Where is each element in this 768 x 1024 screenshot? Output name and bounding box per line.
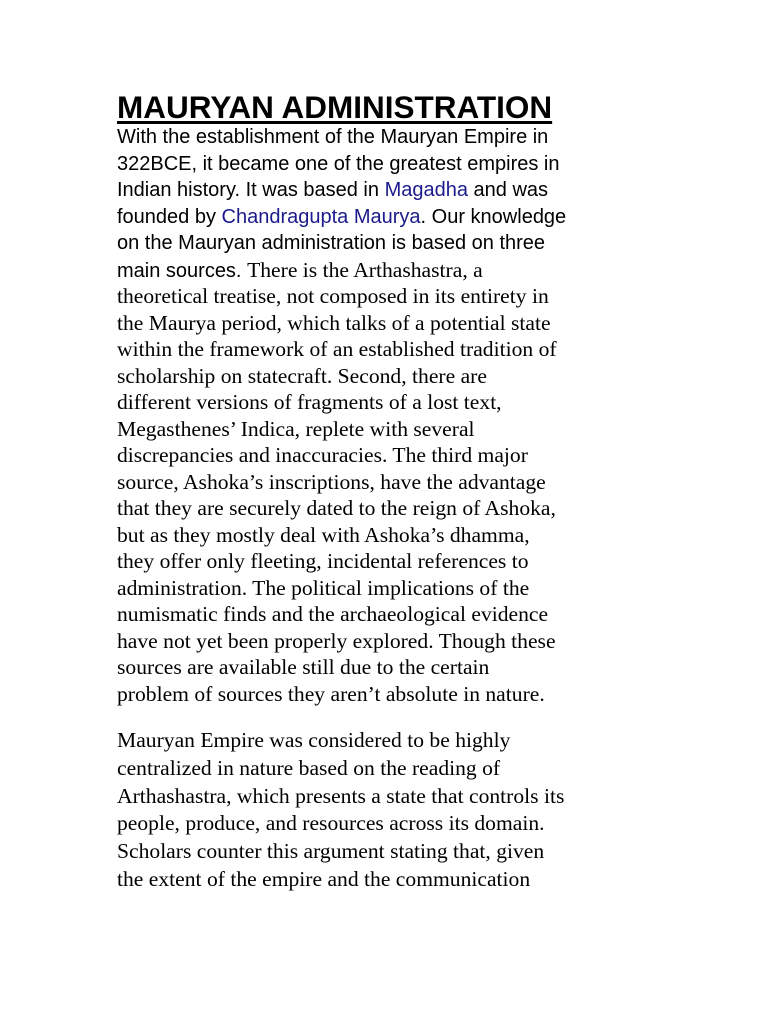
text-segment: Indian history. It was based in	[117, 179, 385, 201]
text-line: that they are securely dated to the reign of Ashoka,	[117, 496, 556, 520]
text-line	[117, 177, 677, 204]
text-line	[117, 204, 677, 231]
text-line: theoretical treatise, not composed in its entirety in	[117, 284, 549, 308]
text-line: within the framework of an established tradition of	[117, 337, 557, 361]
text-line: sources are available still due to the certain	[117, 655, 490, 679]
paragraph-1	[117, 124, 677, 707]
text-line: people, produce, and resources across its domain.	[117, 811, 545, 836]
text-line: problem of sources they aren’t absolute in nature.	[117, 681, 545, 706]
text-line: the extent of the empire and the communication	[117, 866, 531, 891]
text-line: 322BCE, it became one of the greatest empires in	[117, 152, 560, 175]
text-line: have not yet been properly explored. Though these	[117, 628, 556, 653]
text-line: centralized in nature based on the reading of	[117, 755, 501, 780]
text-segment: and was	[467, 179, 549, 201]
text-line: With the establishment of the Mauryan Empire in	[117, 126, 549, 148]
text-line: source, Ashoka’s inscriptions, have the advantage	[117, 469, 546, 494]
magadha-link[interactable]: Magadha	[384, 179, 468, 201]
text-line: Megasthenes’ Indica, replete with several	[117, 416, 475, 441]
text-line: scholarship on statecraft. Second, there are	[117, 363, 487, 388]
text-line: on the Mauryan administration is based on three	[117, 232, 546, 254]
text-segment: . Our knowledge	[420, 205, 567, 228]
text-line: administration. The political implications of the	[117, 575, 530, 600]
text-line: Mauryan Empire was considered to be highly	[117, 728, 511, 752]
text-line: they offer only fleeting, incidental references to	[117, 549, 529, 573]
text-line: Arthashastra, which presents a state that controls its	[117, 783, 565, 808]
paragraph-2	[117, 727, 677, 894]
text-line: but as they mostly deal with Ashoka’s dhamma,	[117, 522, 530, 547]
document-page	[117, 88, 677, 894]
text-segment: main sources.	[117, 259, 248, 282]
text-line: numismatic finds and the archaeological evidence	[117, 602, 549, 626]
text-line: the Maurya period, which talks of a potential state	[117, 310, 551, 335]
text-segment: There is the Arthashastra, a	[247, 257, 483, 282]
chandragupta-maurya-link[interactable]: Chandragupta Maurya	[221, 205, 421, 228]
text-line: discrepancies and inaccuracies. The third major	[117, 443, 528, 467]
page-title: MAURYAN ADMINISTRATION	[117, 89, 553, 125]
text-line: different versions of fragments of a lost text,	[117, 390, 502, 414]
text-line: Scholars counter this argument stating that, given	[117, 839, 545, 864]
text-line	[117, 257, 677, 284]
text-segment: founded by	[117, 205, 222, 228]
